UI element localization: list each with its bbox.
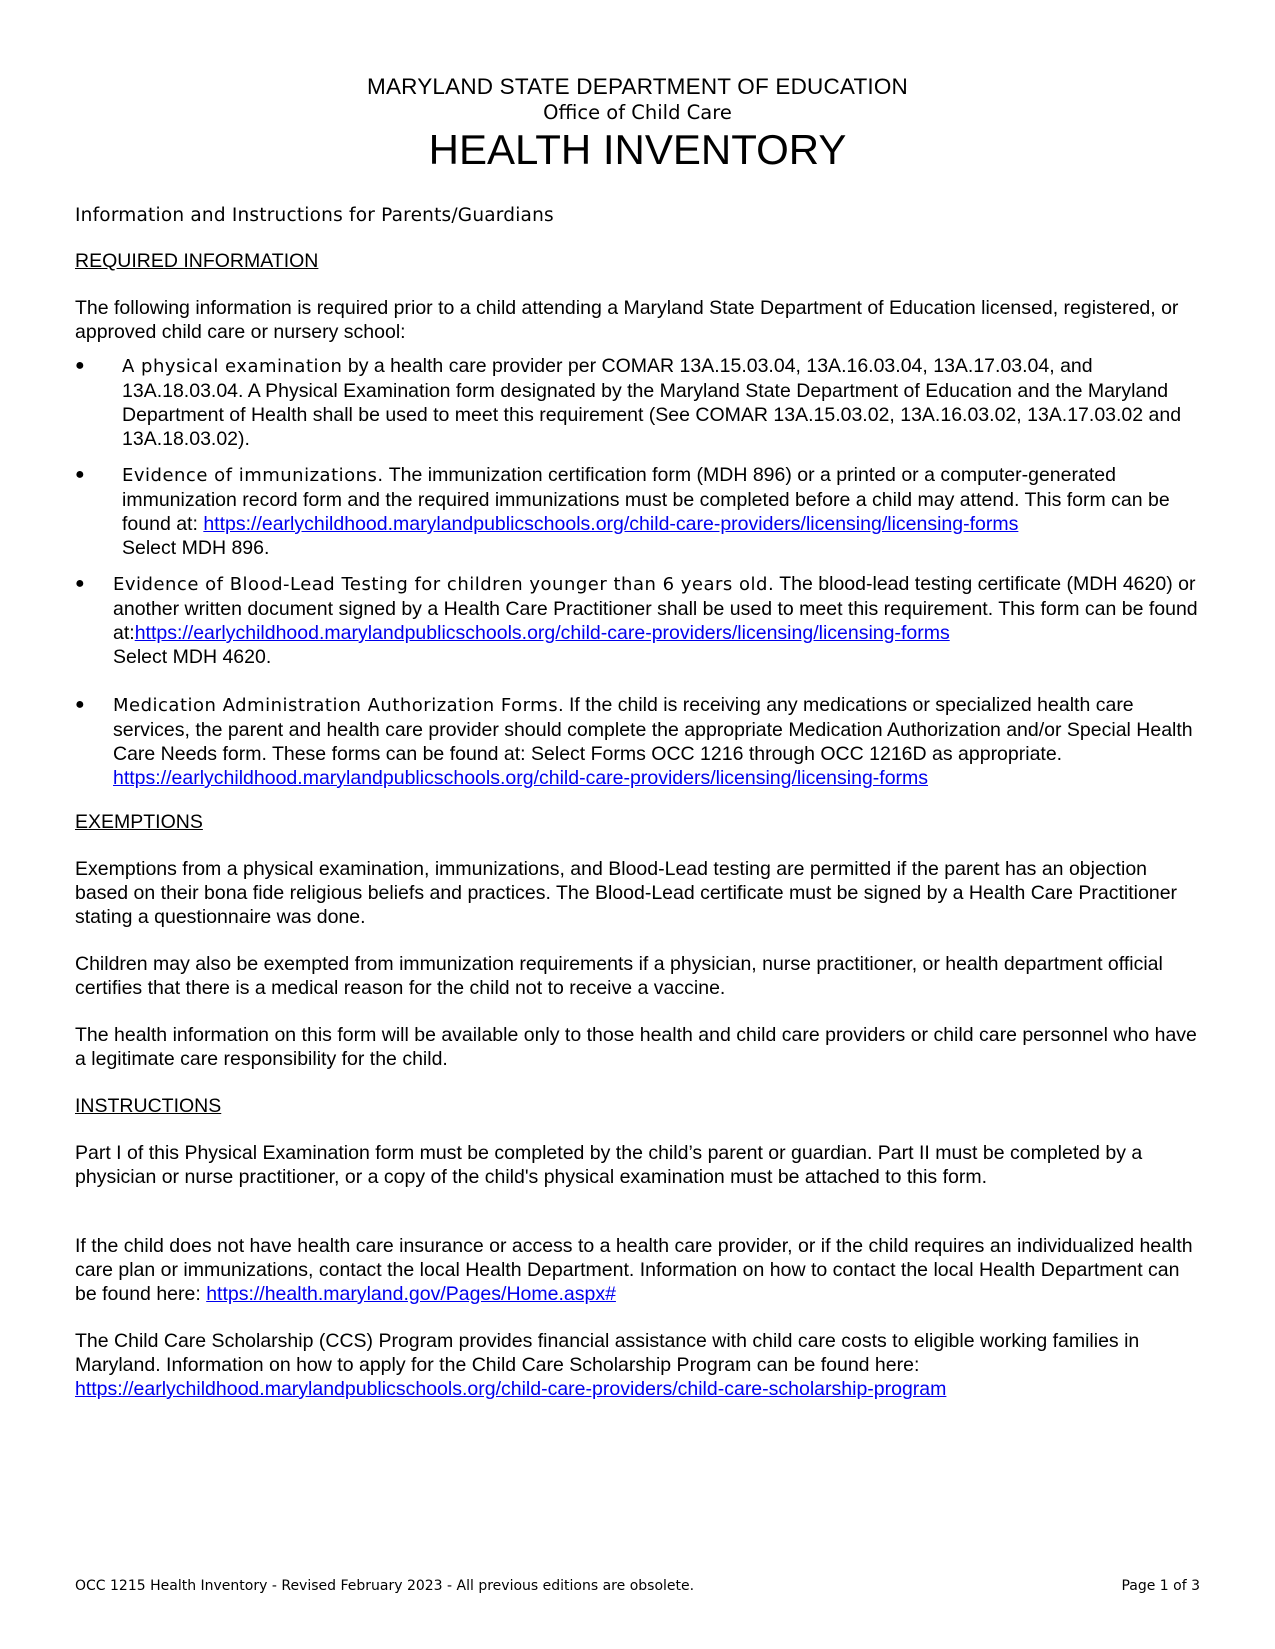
instructions-paragraph-3 [75,1329,1205,1401]
bullet-icon: ● [75,357,85,374]
document-title: HEALTH INVENTORY [428,126,847,173]
item-lead: Evidence of immunizations. [122,465,384,486]
intro-line: Information and Instructions for Parents/Guardians [75,205,554,226]
instructions-paragraph-2 [75,1234,1205,1306]
item-lead: Evidence of Blood-Lead Testing for children younger than 6 years old. [113,574,775,595]
item-lead: Medication Administration Authorization Forms [113,695,559,716]
office-name: Office of Child Care [543,101,732,124]
bullet-icon: ● [75,575,85,592]
list-item-medication [75,693,1205,790]
exemptions-paragraph-3: The health information on this form will be available only to those health and child care providers or child care personnel who have a legitimate care responsibility for the child. [75,1024,1197,1070]
exemptions-paragraph-2: Children may also be exempted from immunization requirements if a physician, nurse practitioner, or health department official certifies that there is a medical reason for the child not to receive a vaccine. [75,953,1163,999]
document-body [75,204,1205,1424]
required-heading: REQUIRED INFORMATION [75,250,319,272]
list-item-blood-lead [75,572,1205,669]
item-text: The immunization certification form (MDH 896) or a printed or a computer-generated immunization record form and the required immunizations must be completed before a child may attend. This form can be found at: [122,464,1170,535]
page-number: Page 1 of 3 [1121,1578,1200,1594]
paragraph-text: If the child does not have health care insurance or access to a health care provider, or if the child requires an individualized health care plan or immunizations, contact the local Health Department. Information on how to contact the local Health Department can be found here: [75,1235,1193,1305]
health-department-link[interactable]: https://health.maryland.gov/Pages/Home.aspx# [206,1283,616,1305]
licensing-forms-link[interactable]: https://earlychildhood.marylandpublicschools.org/child-care-providers/licensing/licensing-forms [203,513,1019,535]
paragraph-text: The Child Care Scholarship (CCS) Program provides financial assistance with child care costs to eligible working families in Maryland. Information on how to apply for the Child Care Scholarship Program can be found here: [75,1330,1140,1376]
list-item-physical-exam [75,354,1205,451]
item-lead: A physical examination [122,356,343,377]
item-text: by a health care provider per COMAR 13A.15.03.04, 13A.16.03.04, 13A.17.03.04, and 13A.18.03.04. A Physical Examination form designated by the Maryland State Department of Education and the Maryland Department of Health shall be used to meet this requirement (See COMAR 13A.15.03.02, 13A.16.03.02, 13A.17.03.02 and 13A.18.03.02). [122,355,1182,450]
item-text: The blood-lead testing certificate (MDH 4620) or another written document signed by a Health Care Practitioner shall be used to meet this requirement. This form can be found at: [113,573,1198,644]
required-text: The following information is required prior to a child attending a Maryland State Department of Education licensed, registered, or approved child care or nursery school: [75,297,1179,343]
instructions-paragraph-1: Part I of this Physical Examination form must be completed by the child’s parent or guardian. Part II must be completed by a physician or nurse practitioner, or a copy of the child's physical examination must be attached to this form. [75,1142,1143,1188]
document-header [0,74,1275,174]
exemptions-paragraph-1: Exemptions from a physical examination, immunizations, and Blood-Lead testing are permitted if the parent has an objection based on their bona fide religious beliefs and practices. The Blood-Lead certificate must be signed by a Health Care Practitioner stating a questionnaire was done. [75,858,1178,928]
item-after: Select MDH 896. [122,537,270,559]
required-list [75,354,1205,790]
list-item-immunizations [75,463,1205,560]
item-text: . If the child is receiving any medications or specialized health care services, the parent and health care provider should complete the appropriate Medication Authorization and/or Special Health Care Needs form. These forms can be found at: Select Forms OCC 1216 through OCC 1216D as appropriate. [113,694,1193,765]
instructions-heading: INSTRUCTIONS [75,1095,222,1117]
agency-name: MARYLAND STATE DEPARTMENT OF EDUCATION [367,74,908,99]
bullet-icon: ● [75,466,85,483]
footer-form-info: OCC 1215 Health Inventory - Revised February 2023 - All previous editions are obsolete. [75,1578,695,1594]
licensing-forms-link[interactable]: https://earlychildhood.marylandpublicschools.org/child-care-providers/licensing/licensing-forms [113,767,929,789]
item-after: Select MDH 4620. [113,646,272,668]
bullet-icon: ● [75,696,85,713]
exemptions-heading: EXEMPTIONS [75,811,203,833]
licensing-forms-link[interactable]: https://earlychildhood.marylandpublicschools.org/child-care-providers/licensing/licensing-forms [134,622,950,644]
scholarship-program-link[interactable]: https://earlychildhood.marylandpublicschools.org/child-care-providers/child-care-scholarship-program [75,1378,947,1400]
